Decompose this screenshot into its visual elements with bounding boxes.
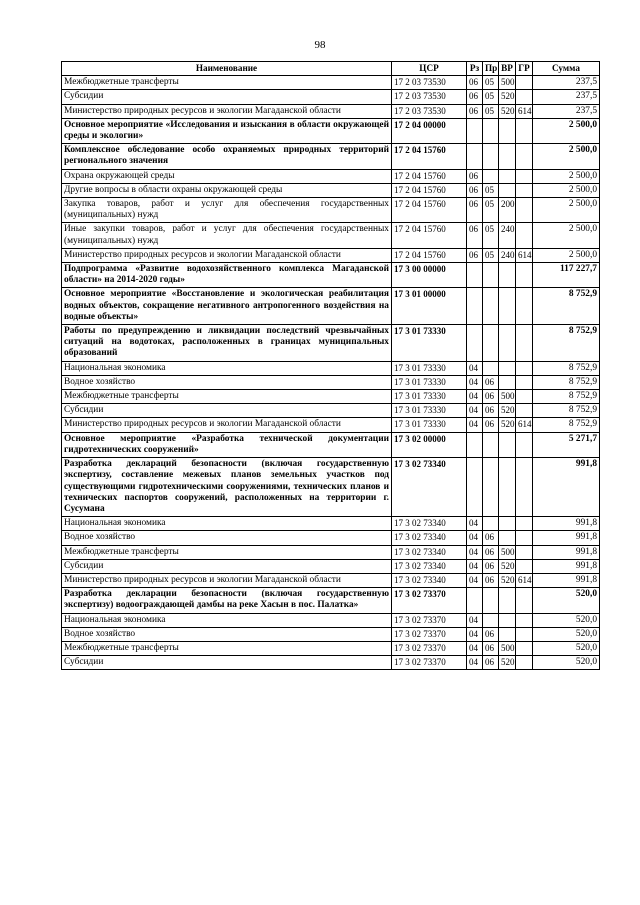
cell-sum: 2 500,0 xyxy=(533,248,600,262)
table-row xyxy=(62,118,600,143)
cell-rz: 04 xyxy=(467,375,483,389)
cell-gr xyxy=(516,288,533,325)
cell-gr xyxy=(516,375,533,389)
table-row xyxy=(62,223,600,248)
cell-rz: 04 xyxy=(467,517,483,531)
cell-csr: 17 2 04 00000 xyxy=(392,118,467,143)
cell-csr: 17 3 02 73370 xyxy=(392,656,467,670)
cell-pr: 05 xyxy=(483,248,499,262)
cell-sum: 520,0 xyxy=(533,613,600,627)
cell-rz: 06 xyxy=(467,90,483,104)
cell-vr xyxy=(499,263,516,288)
cell-name: Основное мероприятие «Исследования и изыскания в области окружающей среды и экологии» xyxy=(62,118,392,143)
cell-gr xyxy=(516,656,533,670)
cell-gr xyxy=(516,641,533,655)
cell-gr: 614 xyxy=(516,104,533,118)
table-row xyxy=(62,198,600,223)
cell-vr: 500 xyxy=(499,76,516,90)
cell-csr: 17 3 02 73340 xyxy=(392,458,467,517)
cell-pr xyxy=(483,118,499,143)
cell-vr xyxy=(499,183,516,197)
cell-rz: 04 xyxy=(467,390,483,404)
cell-rz: 06 xyxy=(467,223,483,248)
table-row xyxy=(62,390,600,404)
header-name: Наименование xyxy=(62,62,392,76)
cell-sum: 237,5 xyxy=(533,104,600,118)
cell-vr xyxy=(499,531,516,545)
cell-rz xyxy=(467,288,483,325)
cell-pr xyxy=(483,458,499,517)
cell-csr: 17 3 02 73340 xyxy=(392,531,467,545)
cell-name: Министерство природных ресурсов и экологии Магаданской области xyxy=(62,573,392,587)
cell-pr xyxy=(483,288,499,325)
cell-sum: 8 752,9 xyxy=(533,361,600,375)
header-rz: Рз xyxy=(467,62,483,76)
cell-pr: 05 xyxy=(483,90,499,104)
cell-csr: 17 3 01 73330 xyxy=(392,404,467,418)
cell-vr xyxy=(499,144,516,169)
cell-name: Водное хозяйство xyxy=(62,375,392,389)
cell-sum: 2 500,0 xyxy=(533,223,600,248)
cell-pr: 06 xyxy=(483,531,499,545)
cell-vr: 520 xyxy=(499,104,516,118)
cell-pr xyxy=(483,588,499,613)
cell-name: Основное мероприятие «Разработка технической документации гидротехнических сооружений» xyxy=(62,432,392,457)
table-row xyxy=(62,76,600,90)
cell-csr: 17 3 00 00000 xyxy=(392,263,467,288)
cell-vr: 500 xyxy=(499,545,516,559)
cell-csr: 17 3 02 73370 xyxy=(392,627,467,641)
cell-csr: 17 3 02 73340 xyxy=(392,545,467,559)
cell-pr xyxy=(483,263,499,288)
cell-gr xyxy=(516,432,533,457)
cell-name: Подпрограмма «Развитие водохозяйственного комплекса Магаданской области» на 2014-2020 годы» xyxy=(62,263,392,288)
cell-gr xyxy=(516,325,533,362)
cell-rz: 04 xyxy=(467,404,483,418)
cell-rz xyxy=(467,144,483,169)
cell-csr: 17 3 01 73330 xyxy=(392,361,467,375)
cell-pr xyxy=(483,361,499,375)
header-csr: ЦСР xyxy=(392,62,467,76)
cell-gr xyxy=(516,169,533,183)
cell-pr: 05 xyxy=(483,104,499,118)
table-row xyxy=(62,458,600,517)
cell-vr: 520 xyxy=(499,573,516,587)
cell-rz: 06 xyxy=(467,169,483,183)
cell-rz xyxy=(467,588,483,613)
cell-gr xyxy=(516,613,533,627)
cell-pr: 06 xyxy=(483,641,499,655)
cell-sum: 520,0 xyxy=(533,588,600,613)
cell-rz: 06 xyxy=(467,76,483,90)
table-row xyxy=(62,559,600,573)
cell-vr: 200 xyxy=(499,198,516,223)
cell-sum: 5 271,7 xyxy=(533,432,600,457)
cell-rz: 04 xyxy=(467,641,483,655)
cell-pr: 06 xyxy=(483,375,499,389)
cell-sum: 991,8 xyxy=(533,545,600,559)
cell-csr: 17 2 04 15760 xyxy=(392,223,467,248)
cell-vr: 240 xyxy=(499,223,516,248)
cell-rz: 06 xyxy=(467,198,483,223)
cell-name: Закупка товаров, работ и услуг для обеспечения государственных (муниципальных) нужд xyxy=(62,198,392,223)
header-gr: ГР xyxy=(516,62,533,76)
cell-csr: 17 3 02 73340 xyxy=(392,559,467,573)
table-row xyxy=(62,361,600,375)
cell-rz: 04 xyxy=(467,418,483,432)
header-vr: ВР xyxy=(499,62,516,76)
table-row xyxy=(62,531,600,545)
cell-vr: 520 xyxy=(499,404,516,418)
cell-name: Разработка декларации безопасности (включая государственную экспертизу) водоограждающей дамбы на реке Хасын в пос. Палатка» xyxy=(62,588,392,613)
cell-gr xyxy=(516,144,533,169)
cell-sum: 117 227,7 xyxy=(533,263,600,288)
page-number: 98 xyxy=(314,39,326,51)
cell-csr: 17 3 02 73340 xyxy=(392,517,467,531)
table-row xyxy=(62,169,600,183)
cell-pr: 06 xyxy=(483,545,499,559)
table-row xyxy=(62,325,600,362)
cell-sum: 237,5 xyxy=(533,76,600,90)
table-row xyxy=(62,144,600,169)
cell-gr xyxy=(516,559,533,573)
cell-name: Субсидии xyxy=(62,90,392,104)
cell-name: Межбюджетные трансферты xyxy=(62,76,392,90)
cell-name: Национальная экономика xyxy=(62,613,392,627)
cell-sum: 8 752,9 xyxy=(533,325,600,362)
cell-gr xyxy=(516,531,533,545)
cell-gr xyxy=(516,404,533,418)
cell-rz: 06 xyxy=(467,104,483,118)
cell-pr xyxy=(483,432,499,457)
cell-name: Министерство природных ресурсов и экологии Магаданской области xyxy=(62,104,392,118)
cell-gr xyxy=(516,627,533,641)
cell-rz: 04 xyxy=(467,573,483,587)
cell-sum: 2 500,0 xyxy=(533,169,600,183)
table-row xyxy=(62,248,600,262)
cell-vr xyxy=(499,517,516,531)
cell-rz xyxy=(467,432,483,457)
cell-pr xyxy=(483,144,499,169)
cell-csr: 17 2 04 15760 xyxy=(392,183,467,197)
cell-csr: 17 3 02 73370 xyxy=(392,613,467,627)
cell-pr: 05 xyxy=(483,183,499,197)
cell-sum: 991,8 xyxy=(533,559,600,573)
cell-vr xyxy=(499,169,516,183)
cell-csr: 17 3 02 00000 xyxy=(392,432,467,457)
cell-gr xyxy=(516,588,533,613)
cell-rz: 06 xyxy=(467,248,483,262)
cell-pr xyxy=(483,517,499,531)
cell-vr xyxy=(499,361,516,375)
cell-sum: 2 500,0 xyxy=(533,144,600,169)
cell-vr xyxy=(499,588,516,613)
cell-vr xyxy=(499,325,516,362)
cell-vr xyxy=(499,118,516,143)
cell-csr: 17 2 03 73530 xyxy=(392,90,467,104)
cell-name: Межбюджетные трансферты xyxy=(62,641,392,655)
cell-rz: 04 xyxy=(467,559,483,573)
cell-pr: 05 xyxy=(483,76,499,90)
table-row xyxy=(62,588,600,613)
cell-rz xyxy=(467,458,483,517)
cell-vr: 500 xyxy=(499,641,516,655)
cell-gr xyxy=(516,517,533,531)
cell-name: Основное мероприятие «Восстановление и экологическая реабилитация водных объектов, сокращение негативного антропогенного воздействия на водные объекты» xyxy=(62,288,392,325)
cell-name: Разработка деклараций безопасности (включая государственную экспертизу, составление межевых планов земельных участков под существующими гидротехническими сооружениями, технических планов и технических паспортов сооружений, расположенных на территории г. Сусумана xyxy=(62,458,392,517)
table-row xyxy=(62,517,600,531)
table-row xyxy=(62,183,600,197)
cell-rz xyxy=(467,325,483,362)
cell-rz xyxy=(467,118,483,143)
cell-pr: 06 xyxy=(483,559,499,573)
cell-csr: 17 3 01 73330 xyxy=(392,418,467,432)
cell-name: Межбюджетные трансферты xyxy=(62,390,392,404)
cell-gr xyxy=(516,361,533,375)
cell-pr: 06 xyxy=(483,418,499,432)
cell-sum: 8 752,9 xyxy=(533,404,600,418)
cell-rz: 04 xyxy=(467,531,483,545)
cell-vr xyxy=(499,288,516,325)
cell-vr: 520 xyxy=(499,559,516,573)
cell-name: Субсидии xyxy=(62,404,392,418)
cell-rz: 04 xyxy=(467,656,483,670)
cell-rz: 04 xyxy=(467,627,483,641)
table-row xyxy=(62,573,600,587)
cell-name: Иные закупки товаров, работ и услуг для обеспечения государственных (муниципальных) нужд xyxy=(62,223,392,248)
cell-sum: 2 500,0 xyxy=(533,118,600,143)
cell-sum: 991,8 xyxy=(533,531,600,545)
cell-pr: 06 xyxy=(483,404,499,418)
cell-vr xyxy=(499,458,516,517)
cell-name: Охрана окружающей среды xyxy=(62,169,392,183)
header-pr: Пр xyxy=(483,62,499,76)
cell-sum: 8 752,9 xyxy=(533,418,600,432)
cell-name: Субсидии xyxy=(62,559,392,573)
cell-name: Межбюджетные трансферты xyxy=(62,545,392,559)
cell-pr: 06 xyxy=(483,390,499,404)
cell-gr: 614 xyxy=(516,418,533,432)
cell-gr xyxy=(516,263,533,288)
cell-rz: 04 xyxy=(467,545,483,559)
table-row xyxy=(62,104,600,118)
table-row xyxy=(62,404,600,418)
cell-gr xyxy=(516,545,533,559)
cell-sum: 2 500,0 xyxy=(533,198,600,223)
table-row xyxy=(62,375,600,389)
cell-rz: 04 xyxy=(467,361,483,375)
cell-name: Водное хозяйство xyxy=(62,627,392,641)
cell-name: Водное хозяйство xyxy=(62,531,392,545)
cell-name: Министерство природных ресурсов и экологии Магаданской области xyxy=(62,418,392,432)
cell-csr: 17 3 01 73330 xyxy=(392,375,467,389)
table-header-row xyxy=(62,62,600,76)
table-row xyxy=(62,90,600,104)
cell-sum: 991,8 xyxy=(533,517,600,531)
cell-gr xyxy=(516,223,533,248)
cell-rz: 06 xyxy=(467,183,483,197)
cell-vr: 520 xyxy=(499,418,516,432)
cell-vr xyxy=(499,432,516,457)
cell-csr: 17 2 04 15760 xyxy=(392,169,467,183)
cell-sum: 8 752,9 xyxy=(533,288,600,325)
cell-pr xyxy=(483,325,499,362)
cell-gr: 614 xyxy=(516,573,533,587)
cell-sum: 8 752,9 xyxy=(533,390,600,404)
cell-csr: 17 3 01 00000 xyxy=(392,288,467,325)
cell-vr: 240 xyxy=(499,248,516,262)
cell-gr xyxy=(516,198,533,223)
cell-gr xyxy=(516,183,533,197)
table-row xyxy=(62,613,600,627)
cell-sum: 520,0 xyxy=(533,641,600,655)
cell-pr: 05 xyxy=(483,198,499,223)
cell-csr: 17 2 04 15760 xyxy=(392,248,467,262)
table-row xyxy=(62,545,600,559)
cell-sum: 2 500,0 xyxy=(533,183,600,197)
cell-vr xyxy=(499,613,516,627)
cell-pr xyxy=(483,613,499,627)
table-row xyxy=(62,263,600,288)
cell-sum: 991,8 xyxy=(533,458,600,517)
cell-rz xyxy=(467,263,483,288)
cell-csr: 17 3 02 73370 xyxy=(392,641,467,655)
cell-csr: 17 3 02 73340 xyxy=(392,573,467,587)
cell-name: Комплексное обследование особо охраняемых природных территорий регионального значения xyxy=(62,144,392,169)
cell-name: Национальная экономика xyxy=(62,517,392,531)
cell-csr: 17 2 04 15760 xyxy=(392,144,467,169)
cell-vr: 520 xyxy=(499,90,516,104)
cell-gr: 614 xyxy=(516,248,533,262)
cell-name: Другие вопросы в области охраны окружающей среды xyxy=(62,183,392,197)
cell-csr: 17 2 04 15760 xyxy=(392,198,467,223)
table-row xyxy=(62,288,600,325)
table-row xyxy=(62,627,600,641)
table-row xyxy=(62,641,600,655)
cell-sum: 520,0 xyxy=(533,656,600,670)
budget-table xyxy=(61,61,600,670)
table-row xyxy=(62,432,600,457)
cell-vr: 500 xyxy=(499,390,516,404)
cell-gr xyxy=(516,458,533,517)
cell-pr xyxy=(483,169,499,183)
cell-csr: 17 2 03 73530 xyxy=(392,76,467,90)
table-row xyxy=(62,418,600,432)
cell-csr: 17 3 01 73330 xyxy=(392,390,467,404)
cell-gr xyxy=(516,118,533,143)
cell-sum: 991,8 xyxy=(533,573,600,587)
cell-vr xyxy=(499,375,516,389)
cell-csr: 17 2 03 73530 xyxy=(392,104,467,118)
cell-pr: 05 xyxy=(483,223,499,248)
cell-sum: 237,5 xyxy=(533,90,600,104)
cell-vr xyxy=(499,627,516,641)
cell-name: Субсидии xyxy=(62,656,392,670)
table-body xyxy=(62,76,600,670)
cell-gr xyxy=(516,90,533,104)
cell-pr: 06 xyxy=(483,573,499,587)
cell-gr xyxy=(516,76,533,90)
cell-vr: 520 xyxy=(499,656,516,670)
header-sum: Сумма xyxy=(533,62,600,76)
cell-csr: 17 3 02 73370 xyxy=(392,588,467,613)
cell-name: Министерство природных ресурсов и экологии Магаданской области xyxy=(62,248,392,262)
cell-rz: 04 xyxy=(467,613,483,627)
cell-sum: 8 752,9 xyxy=(533,375,600,389)
table-row xyxy=(62,656,600,670)
cell-pr: 06 xyxy=(483,656,499,670)
cell-pr: 06 xyxy=(483,627,499,641)
cell-name: Работы по предупреждению и ликвидации последствий чрезвычайных ситуаций на водотоках, расположенных в границах муниципальных образований xyxy=(62,325,392,362)
cell-gr xyxy=(516,390,533,404)
cell-name: Национальная экономика xyxy=(62,361,392,375)
cell-sum: 520,0 xyxy=(533,627,600,641)
cell-csr: 17 3 01 73330 xyxy=(392,325,467,362)
